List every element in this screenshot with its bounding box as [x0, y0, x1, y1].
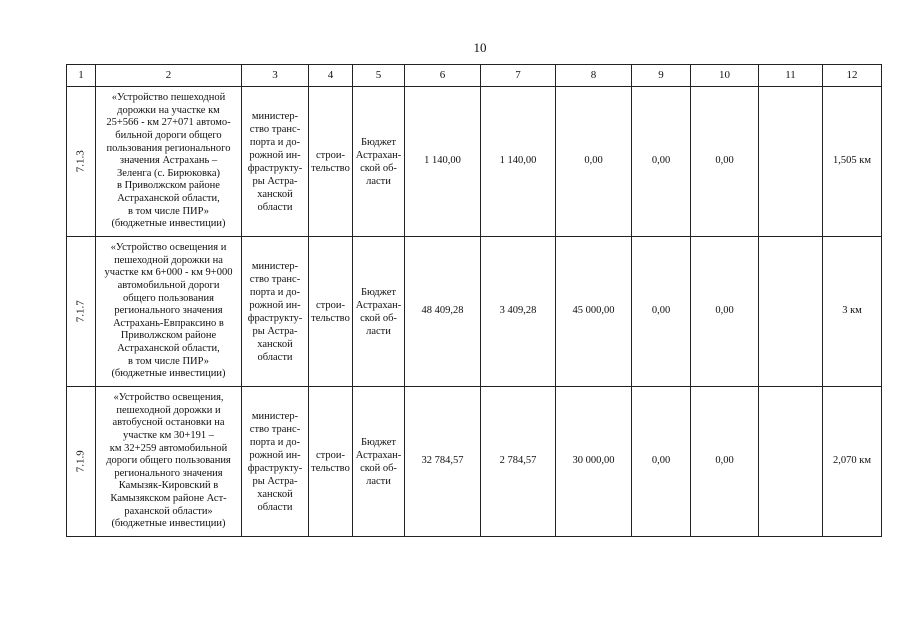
value-col-11	[759, 237, 823, 387]
value-col-10: 0,00	[691, 387, 759, 537]
value-col-10: 0,00	[691, 87, 759, 237]
header-cell: 5	[353, 65, 405, 87]
value-col-9: 0,00	[632, 87, 691, 237]
table-row	[67, 87, 882, 237]
header-cell: 12	[823, 65, 882, 87]
result-length: 1,505 км	[823, 87, 882, 237]
value-col-11	[759, 387, 823, 537]
result-length: 2,070 км	[823, 387, 882, 537]
project-name: «Устройство пешеходной дорожки на участке км 25+566 - км 27+071 автомо- бильной дороги общего пользования регионального значения Астрахань – Зеленга (с. Бирюковка) в Приволжском районе Астраханской области, в том числе ПИР» (бюджетные инвестиции)	[96, 87, 242, 237]
table-row	[67, 387, 882, 537]
work-type: строи- тельство	[309, 237, 353, 387]
value-col-6: 48 409,28	[405, 237, 481, 387]
value-col-11	[759, 87, 823, 237]
header-cell: 10	[691, 65, 759, 87]
page-number: 10	[473, 40, 487, 55]
funding-source: Бюджет Астрахан- ской об- ласти	[353, 87, 405, 237]
value-col-7: 1 140,00	[481, 87, 556, 237]
header-cell: 3	[242, 65, 309, 87]
row-code: 7.1.9	[67, 387, 96, 537]
value-col-8: 0,00	[556, 87, 632, 237]
header-cell: 4	[309, 65, 353, 87]
responsible-body: министер- ство транс- порта и до- рожной ин- фраструкту- ры Астра- ханской области	[242, 387, 309, 537]
header-cell: 7	[481, 65, 556, 87]
funding-source: Бюджет Астрахан- ской об- ласти	[353, 237, 405, 387]
header-cell: 1	[67, 65, 96, 87]
header-cell: 9	[632, 65, 691, 87]
header-cell: 11	[759, 65, 823, 87]
responsible-body: министер- ство транс- порта и до- рожной ин- фраструкту- ры Астра- ханской области	[242, 237, 309, 387]
value-col-10: 0,00	[691, 237, 759, 387]
work-type: строи- тельство	[309, 387, 353, 537]
header-cell: 6	[405, 65, 481, 87]
value-col-8: 30 000,00	[556, 387, 632, 537]
project-name: «Устройство освещения, пешеходной дорожки и автобусной остановки на участке км 30+191 – км 32+259 автомобильной дороги общего пользования регионального значения Камызяк-Кировский в Камызякском районе Аст- раханской области» (бюджетные инвестиции)	[96, 387, 242, 537]
program-table	[66, 64, 882, 537]
value-col-7: 3 409,28	[481, 237, 556, 387]
header-cell: 8	[556, 65, 632, 87]
row-code: 7.1.7	[67, 237, 96, 387]
value-col-9: 0,00	[632, 237, 691, 387]
header-row	[67, 65, 882, 87]
value-col-9: 0,00	[632, 387, 691, 537]
funding-source: Бюджет Астрахан- ской об- ласти	[353, 387, 405, 537]
value-col-8: 45 000,00	[556, 237, 632, 387]
row-code: 7.1.3	[67, 87, 96, 237]
value-col-6: 32 784,57	[405, 387, 481, 537]
value-col-6: 1 140,00	[405, 87, 481, 237]
responsible-body: министер- ство транс- порта и до- рожной ин- фраструкту- ры Астра- ханской области	[242, 87, 309, 237]
project-name: «Устройство освещения и пешеходной дорожки на участке км 6+000 - км 9+000 автомобильной дороги общего пользования регионального значения Астрахань-Евпраксино в Приволжском районе Астраханской области, в том числе ПИР» (бюджетные инвестиции)	[96, 237, 242, 387]
work-type: строи- тельство	[309, 87, 353, 237]
table-row	[67, 237, 882, 387]
header-cell: 2	[96, 65, 242, 87]
result-length: 3 км	[823, 237, 882, 387]
value-col-7: 2 784,57	[481, 387, 556, 537]
